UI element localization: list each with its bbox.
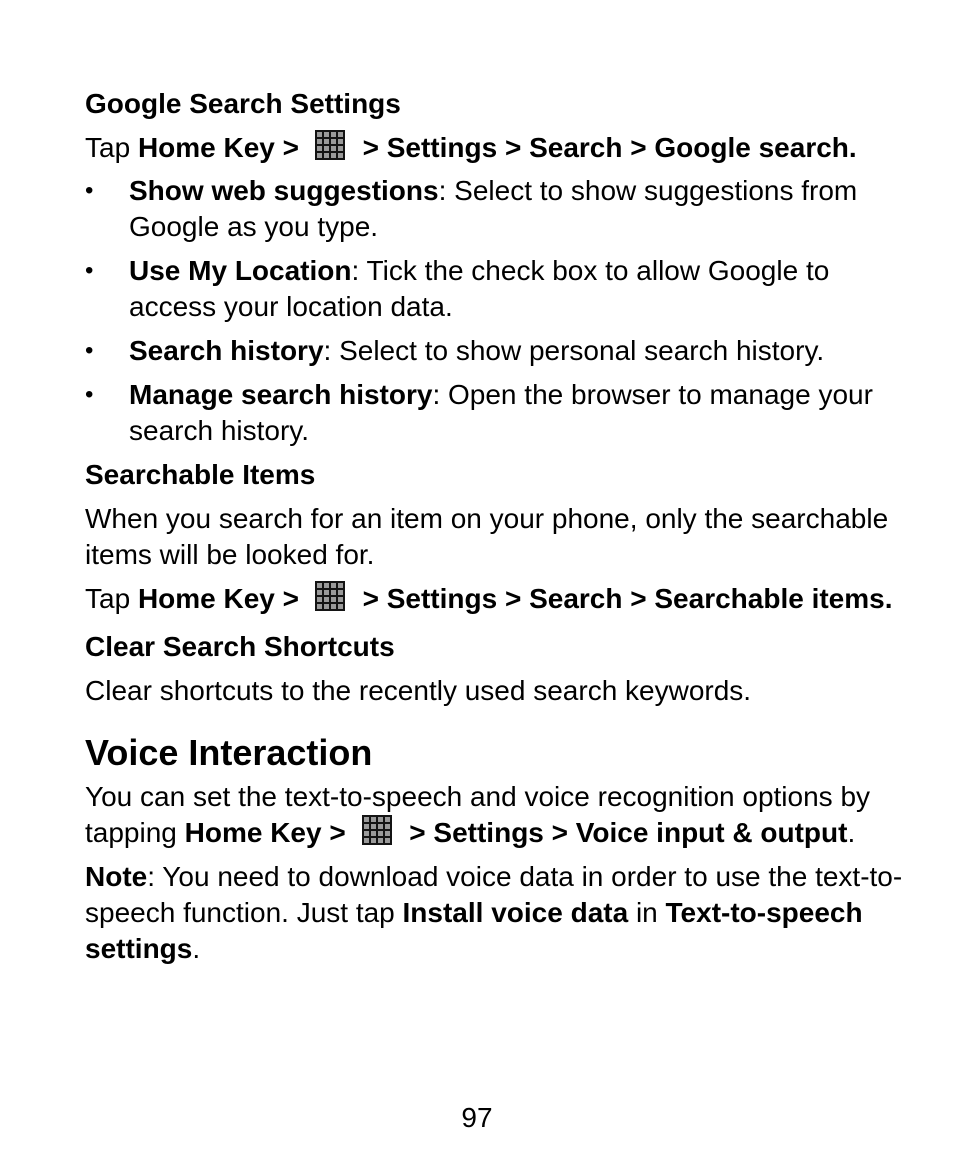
section-title-clear-search-shortcuts: Clear Search Shortcuts [85,631,395,662]
section-title-google-search-settings: Google Search Settings [85,88,401,119]
searchable-items-body: When you search for an item on your phone, only the searchable items will be looked for. [85,503,889,570]
apps-grid-icon [362,815,392,845]
apps-grid-icon [315,130,345,160]
bullet: • [85,381,94,408]
google-search-path: Tap Home Key > > Settings > Search > Google search. [85,132,857,163]
section-title-voice-interaction: Voice Interaction [85,732,373,773]
list-item: • Search history: Select to show personal search history. [85,333,905,369]
section-title-searchable-items: Searchable Items [85,459,316,490]
voice-interaction-body: You can set the text-to-speech and voice recognition options by tapping Home Key > > Settings > Voice input & output. [85,781,871,848]
document-page [85,84,905,967]
clear-shortcuts-body: Clear shortcuts to the recently used search keywords. [85,675,752,706]
list-item: • Manage search history: Open the browser to manage your search history. [85,379,873,446]
apps-grid-icon [315,581,345,611]
bullet: • [85,177,94,204]
list-item: • Show web suggestions: Select to show suggestions from Google as you type. [85,175,858,242]
list-item: • Use My Location: Tick the check box to allow Google to access your location data. [85,255,830,322]
google-search-options-list [85,173,905,449]
voice-note: Note: You need to download voice data in order to use the text-to-speech function. Just tap Install voice data in Text-to-speech settings. [85,861,903,964]
bullet: • [85,337,94,364]
searchable-items-path: Tap Home Key > > Settings > Search > Searchable items. [85,583,893,614]
bullet: • [85,257,94,284]
page-number: 97 [461,1102,493,1133]
